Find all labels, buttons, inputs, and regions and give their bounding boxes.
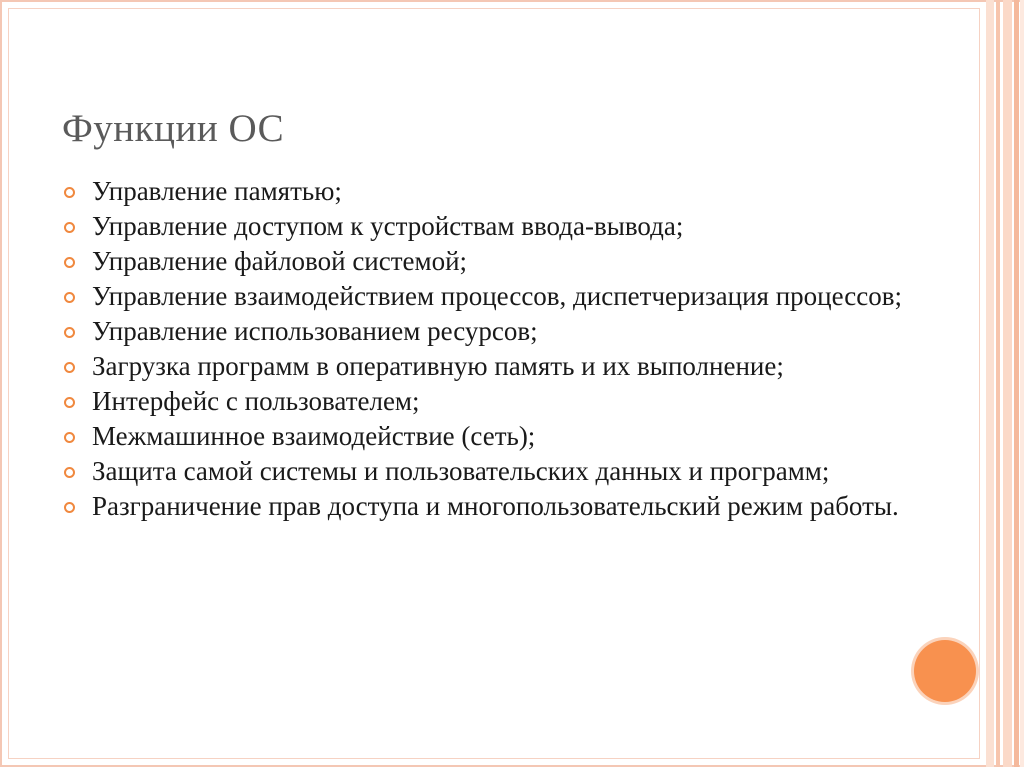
slide-title: Функции ОС [62, 107, 285, 150]
decor-stripe [986, 0, 994, 767]
list-item-text: Управление использованием ресурсов; [92, 316, 538, 346]
decor-stripe [1020, 0, 1024, 767]
list-item [64, 281, 924, 312]
list-item [64, 246, 924, 277]
decor-stripe [1014, 0, 1019, 767]
bullet-icon [64, 327, 75, 338]
list-item-text: Управление памятью; [92, 176, 342, 206]
bullet-icon [64, 257, 75, 268]
bullet-icon [64, 222, 75, 233]
list-item [64, 211, 924, 242]
list-item-text: Управление доступом к устройствам ввода-вывода; [92, 211, 684, 241]
bullet-icon [64, 397, 75, 408]
list-item-text: Загрузка программ в оперативную память и их выполнение; [92, 351, 784, 381]
list-item-text: Управление взаимодействием процессов, диспетчеризация процессов; [92, 281, 902, 311]
decor-stripe [1003, 0, 1012, 767]
bullet-icon [64, 432, 75, 443]
list-item-text: Интерфейс с пользователем; [92, 386, 420, 416]
list-item-text: Разграничение прав доступа и многопользовательский режим работы. [92, 491, 899, 521]
list-item [64, 176, 924, 207]
decor-stripe [996, 0, 1000, 767]
list-item [64, 456, 924, 487]
bullet-icon [64, 362, 75, 373]
bullet-list [64, 176, 924, 526]
list-item [64, 351, 924, 382]
bullet-icon [64, 187, 75, 198]
bullet-icon [64, 292, 75, 303]
list-item-text: Защита самой системы и пользовательских данных и программ; [92, 456, 830, 486]
list-item [64, 421, 924, 452]
list-item [64, 316, 924, 347]
list-item-text: Межмашинное взаимодействие (сеть); [92, 421, 536, 451]
list-item-text: Управление файловой системой; [92, 246, 468, 276]
list-item [64, 386, 924, 417]
list-item [64, 491, 924, 522]
bullet-icon [64, 467, 75, 478]
decor-circle-icon [914, 640, 976, 702]
bullet-icon [64, 502, 75, 513]
